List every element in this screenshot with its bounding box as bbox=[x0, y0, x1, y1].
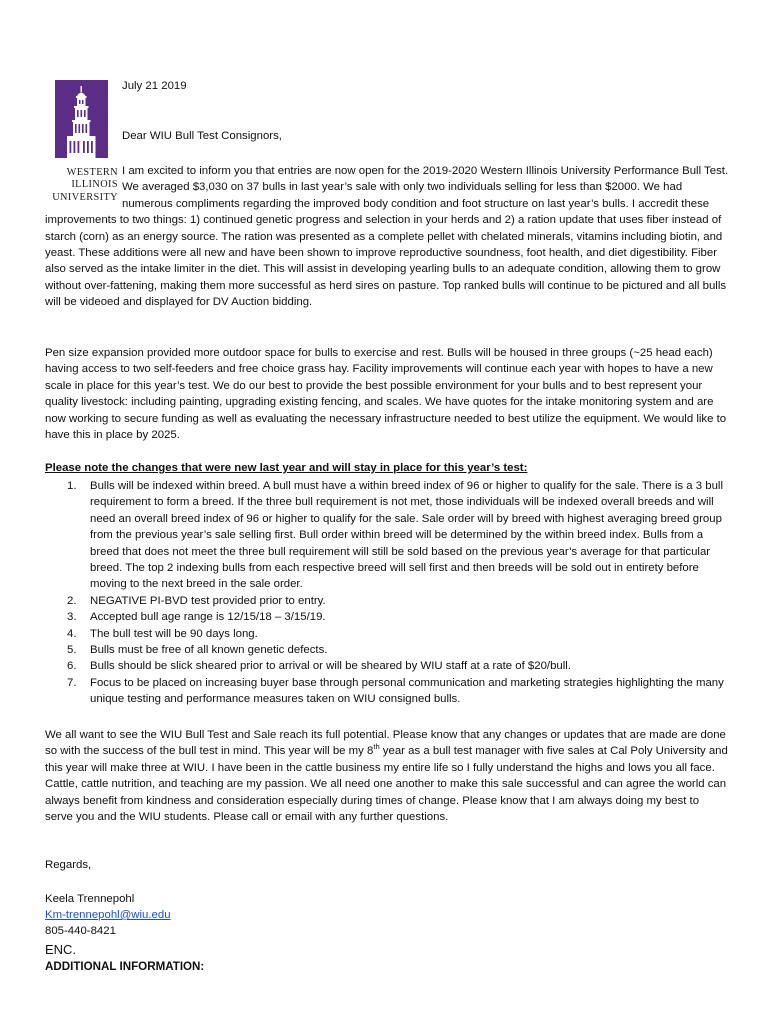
paragraph-closing bbox=[45, 727, 729, 825]
list-item bbox=[45, 642, 729, 658]
list-number: 2. bbox=[67, 594, 77, 607]
list-item bbox=[45, 609, 729, 625]
paragraph-entries-text: I am excited to inform you that entries are now open for the 2019-2020 Western Illinois University Performance Bull Test. We averaged $3,030 on 37 bulls in last year’s sale with only two individuals selling for less than $2000. We had numerous compliments regarding the improved body condition and foot structure on last year’s bulls. I accredit these improvements to two things: 1) continued genetic progress and selection in your herds and 2) a ration update that uses fiber instead of starch (corn) as an energy source. The ration was presented as a complete pellet with chelated minerals, vitamins including biotin, and yeast. These additions were all new and have been shown to improve reproductive soundness, foot health, and diet digestibility. Fiber also served as the intake limiter in the diet. This will assist in developing yearling bulls to an adequate condition, allowing them to grow without over-fattening, making them more successful as herd sires on pasture. Top ranked bulls will continue to be pictured and all bulls will be videoed and displayed for DV Auction bidding. bbox=[45, 165, 729, 309]
logo-wrap-spacer bbox=[45, 163, 122, 212]
list-text: NEGATIVE PI-BVD test provided prior to entry. bbox=[90, 594, 326, 607]
list-text: Accepted bull age range is 12/15/18 – 3/15/19. bbox=[90, 611, 326, 624]
list-text: Focus to be placed on increasing buyer base through personal communication and marketing strategies highlighting the many unique testing and performance measures taken on WIU consigned bulls. bbox=[90, 676, 724, 706]
list-item bbox=[45, 593, 729, 609]
list-text: The bull test will be 90 days long. bbox=[90, 627, 258, 640]
changes-heading: Please note the changes that were new last year and will stay in place for this year’s test: bbox=[45, 462, 528, 474]
additional-information-heading: ADDITIONAL INFORMATION: bbox=[45, 960, 205, 973]
changes-list bbox=[45, 478, 729, 708]
list-number: 6. bbox=[67, 660, 77, 673]
list-number: 3. bbox=[67, 611, 77, 624]
closing-regards: Regards, bbox=[45, 859, 92, 871]
paragraph-entries bbox=[45, 163, 729, 311]
logo-line-university: UNIVERSITY bbox=[52, 191, 118, 203]
signature-name: Keela Trennepohl bbox=[45, 893, 135, 905]
list-item bbox=[45, 478, 729, 593]
logo-line-western: WESTERN bbox=[66, 167, 118, 178]
list-number: 4. bbox=[67, 627, 77, 640]
ordinal-suffix: th bbox=[373, 742, 380, 752]
list-text: Bulls will be indexed within breed. A bull must have a within breed index of 96 or higher to qualify for the sale. There is a 3 bull requirement to form a breed. If the three bull requirement is not met, those individuals will be indexed overall breeds and will need an overall breed index of 96 or higher to qualify for the sale. Sale order will by breed with highest averaging breed group from the previous year’s sale selling first. Bull order within breed will be determined by the within breed index. Bulls from a breed that does not meet the three bull requirement will still be sold based on the previous year’s average for that particular breed. The top 2 indexing bulls from each respective breed will sell first and then breeds will be sold out in entirety before moving to the next breed in the sale order. bbox=[90, 480, 723, 591]
list-number: 7. bbox=[67, 676, 77, 689]
logo-line-illinois: ILLINOIS bbox=[71, 179, 118, 191]
list-number: 5. bbox=[67, 644, 77, 657]
paragraph-closing-text-end: year as a bull test manager with five sales at Cal Poly University and this year will make three at WIU. I have been in the cattle business my entire life so I fully understand the highs and lows you all face. Cattle, cattle nutrition, and teaching are my passion. We all need one another to make this sale successful and can agree the world can always benefit from kindness and consideration especially during times of change. Please know that I am always doing my best to serve you and the WIU students. Please call or email with any further questions. bbox=[45, 745, 728, 824]
signature-email-link[interactable]: Km-trennepohl@wiu.edu bbox=[45, 909, 171, 921]
list-text: Bulls should be slick sheared prior to arrival or will be sheared by WIU staff at a rate of $20/bull. bbox=[90, 660, 571, 673]
enclosure-note: ENC. bbox=[45, 942, 77, 957]
list-text: Bulls must be free of all known genetic defects. bbox=[90, 644, 328, 657]
list-item bbox=[45, 658, 729, 674]
salutation: Dear WIU Bull Test Consignors, bbox=[122, 130, 282, 142]
list-item bbox=[45, 626, 729, 642]
paragraph-closing-text-start: We all want to see the WIU Bull Test and Sale reach its full potential. Please know that any changes or updates that are made are done so with the success of the bull test in mind. This year will be my 8 bbox=[45, 729, 726, 758]
signature-phone: 805-440-8421 bbox=[45, 925, 116, 937]
paragraph-facilities: Pen size expansion provided more outdoor space for bulls to exercise and rest. Bulls will be housed in three groups (~25 head each) having access to two self-feeders and free choice grass hay. Facility improvements will continue each year with hopes to have a new scale in place for this year’s test. We do our best to provide the best possible environment for your bulls and to best represent your quality livestock: including painting, upgrading existing fencing, and scales. We have quotes for the intake monitoring system and are now working to secure funding as well as evaluating the necessary infrastructure needed to best utilize the equipment. We would like to have this in place by 2025. bbox=[45, 347, 727, 442]
list-number: 1. bbox=[67, 480, 77, 492]
list-item bbox=[45, 675, 729, 708]
tower-icon bbox=[55, 80, 108, 158]
letter-date: July 21 2019 bbox=[122, 80, 187, 92]
